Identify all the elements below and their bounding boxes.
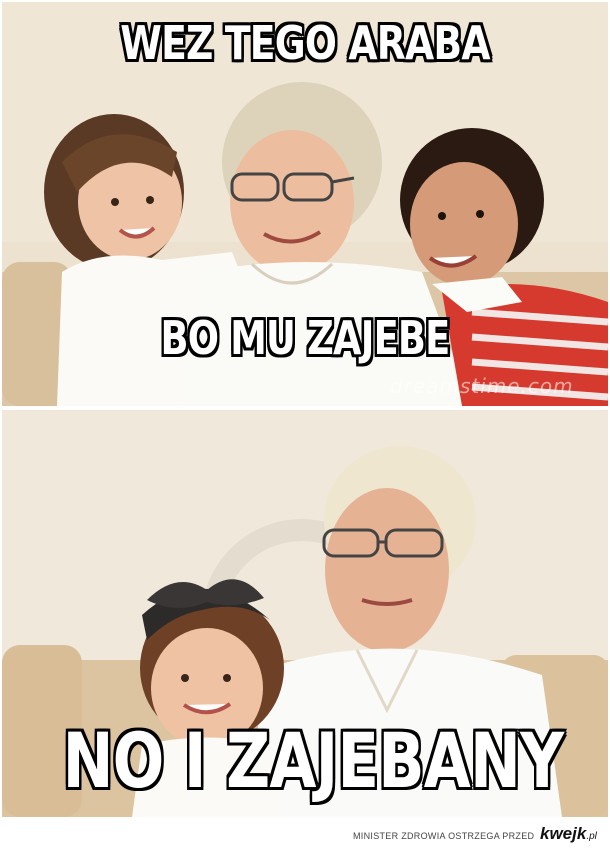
meme-panel-bottom <box>2 410 608 817</box>
caption-middle: BO MU ZAJEBE <box>160 311 450 365</box>
kwejk-logo-text: kwejk <box>540 824 587 843</box>
footer-bar <box>0 820 610 854</box>
meme-panel-top <box>2 2 608 406</box>
footer-disclaimer: MINISTER ZDROWIA OSTRZEGA PRZED <box>353 831 535 841</box>
caption-bottom: NO I ZAJEBANY <box>62 716 564 805</box>
caption-top: WEZ TEGO ARABA <box>120 16 490 70</box>
kwejk-logo[interactable] <box>540 824 597 844</box>
watermark-text: dreamstime.com <box>390 374 574 398</box>
kwejk-logo-domain: .pl <box>586 831 597 842</box>
